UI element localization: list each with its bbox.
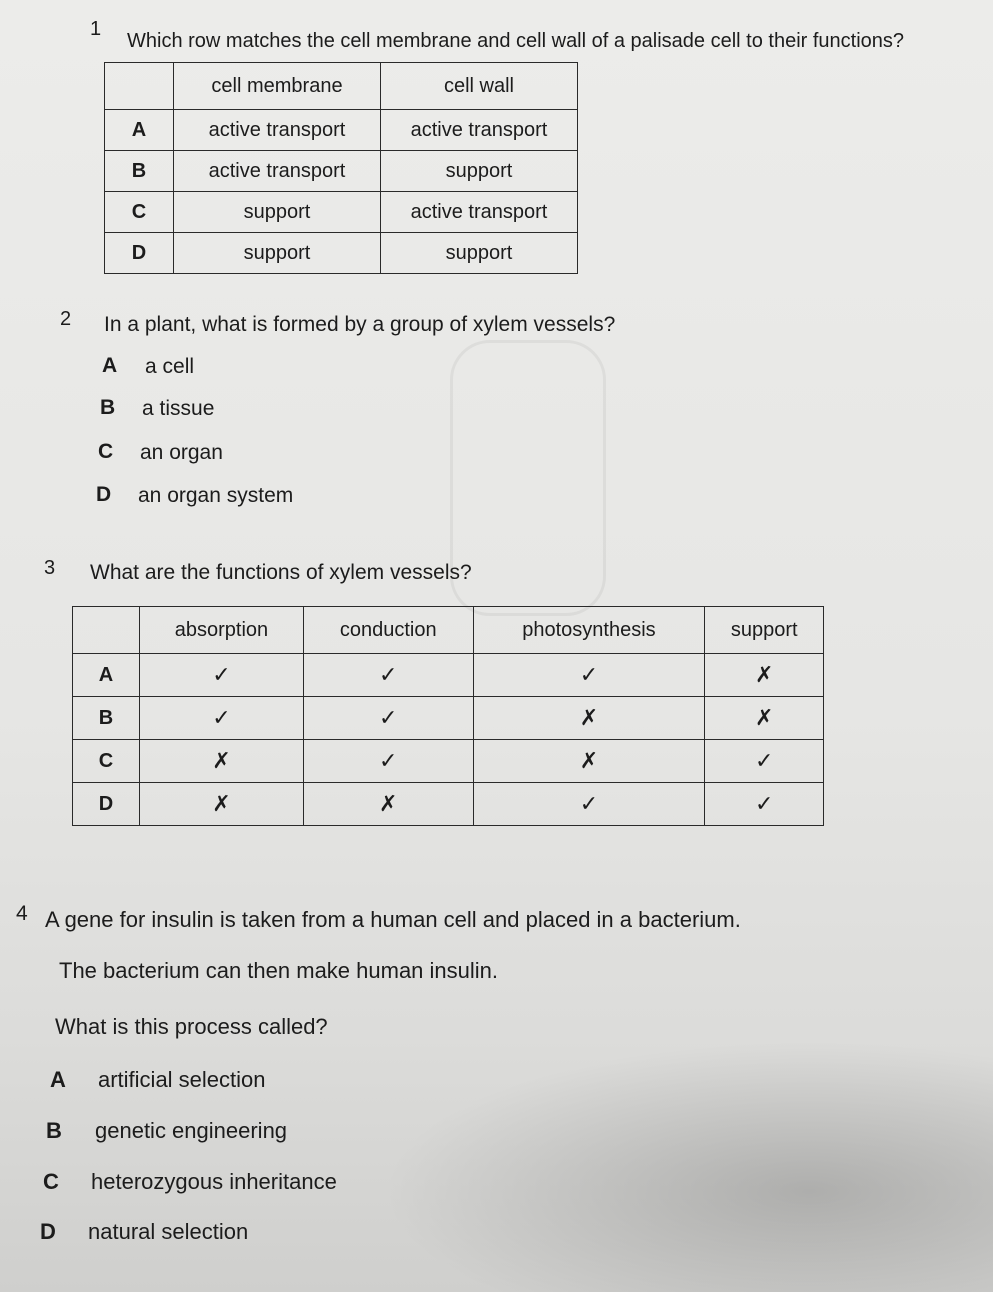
wall-cell: support — [381, 233, 578, 274]
row-letter: D — [105, 233, 174, 274]
mark-cell: ✓ — [303, 654, 473, 697]
row-letter: A — [105, 110, 174, 151]
mark-cell: ✓ — [303, 740, 473, 783]
header-cell-membrane: cell membrane — [174, 63, 381, 110]
q2-option-text: an organ system — [138, 484, 294, 507]
q4-option-text: artificial selection — [98, 1067, 266, 1092]
table-header-row — [73, 607, 824, 654]
q3-text: What are the functions of xylem vessels? — [90, 561, 472, 584]
q4-text-3: What is this process called? — [55, 1014, 328, 1039]
header-photosynthesis: photosynthesis — [473, 607, 705, 654]
table-row — [105, 233, 578, 274]
header-cell-wall: cell wall — [381, 63, 578, 110]
membrane-cell: active transport — [174, 151, 381, 192]
row-letter: A — [73, 654, 140, 697]
mark-cell: ✓ — [473, 654, 705, 697]
table-header-row — [105, 63, 578, 110]
mark-cell: ✗ — [303, 783, 473, 826]
mark-cell: ✗ — [705, 697, 824, 740]
header-absorption: absorption — [140, 607, 304, 654]
wall-cell: support — [381, 151, 578, 192]
table-row — [73, 654, 824, 697]
mark-cell: ✓ — [705, 783, 824, 826]
q4-option-letter: A — [50, 1067, 66, 1092]
q2-option-letter: A — [102, 354, 118, 377]
q2-option-text: an organ — [140, 441, 223, 464]
header-blank — [105, 63, 174, 110]
shadow-overlay — [380, 1040, 993, 1292]
membrane-cell: support — [174, 192, 381, 233]
mark-cell: ✗ — [705, 654, 824, 697]
q4-text: A gene for insulin is taken from a human cell and placed in a bacterium. — [45, 907, 741, 932]
row-letter: B — [73, 697, 140, 740]
show-through-diagram — [450, 340, 606, 616]
q2-option-text: a tissue — [142, 397, 215, 420]
row-letter: B — [105, 151, 174, 192]
q1-number: 1 — [90, 18, 102, 40]
table-row — [105, 151, 578, 192]
q4-text-2: The bacterium can then make human insulin. — [59, 958, 499, 983]
q2-number: 2 — [60, 308, 72, 330]
q2-option-letter: D — [96, 483, 112, 506]
q2-option-text: a cell — [145, 355, 195, 378]
q2-text: In a plant, what is formed by a group of xylem vessels? — [104, 313, 616, 336]
q1-text: Which row matches the cell membrane and cell wall of a palisade cell to their functions? — [127, 30, 905, 52]
membrane-cell: active transport — [174, 110, 381, 151]
q4-option-text: genetic engineering — [95, 1118, 288, 1143]
q1-table — [104, 62, 578, 274]
q4-option-letter: B — [46, 1118, 62, 1143]
row-letter: D — [73, 783, 140, 826]
membrane-cell: support — [174, 233, 381, 274]
mark-cell: ✓ — [140, 697, 304, 740]
header-blank — [73, 607, 140, 654]
table-row — [73, 697, 824, 740]
mark-cell: ✗ — [473, 740, 705, 783]
wall-cell: active transport — [381, 110, 578, 151]
mark-cell: ✗ — [140, 740, 304, 783]
mark-cell: ✓ — [705, 740, 824, 783]
table-row — [105, 192, 578, 233]
q2-option-letter: B — [100, 396, 116, 419]
q3-table — [72, 606, 824, 826]
mark-cell: ✗ — [473, 697, 705, 740]
mark-cell: ✓ — [140, 654, 304, 697]
table-row — [73, 783, 824, 826]
header-support: support — [705, 607, 824, 654]
mark-cell: ✓ — [303, 697, 473, 740]
mark-cell: ✗ — [140, 783, 304, 826]
q4-option-text: heterozygous inheritance — [91, 1169, 337, 1194]
q2-option-letter: C — [98, 440, 114, 463]
table-row — [73, 740, 824, 783]
table-row — [105, 110, 578, 151]
row-letter: C — [73, 740, 140, 783]
q4-option-text: natural selection — [88, 1219, 249, 1244]
wall-cell: active transport — [381, 192, 578, 233]
header-conduction: conduction — [303, 607, 473, 654]
row-letter: C — [105, 192, 174, 233]
mark-cell: ✓ — [473, 783, 705, 826]
q4-option-letter: C — [43, 1169, 59, 1194]
q4-option-letter: D — [40, 1219, 56, 1244]
q3-number: 3 — [44, 557, 56, 579]
q4-number: 4 — [16, 902, 28, 925]
